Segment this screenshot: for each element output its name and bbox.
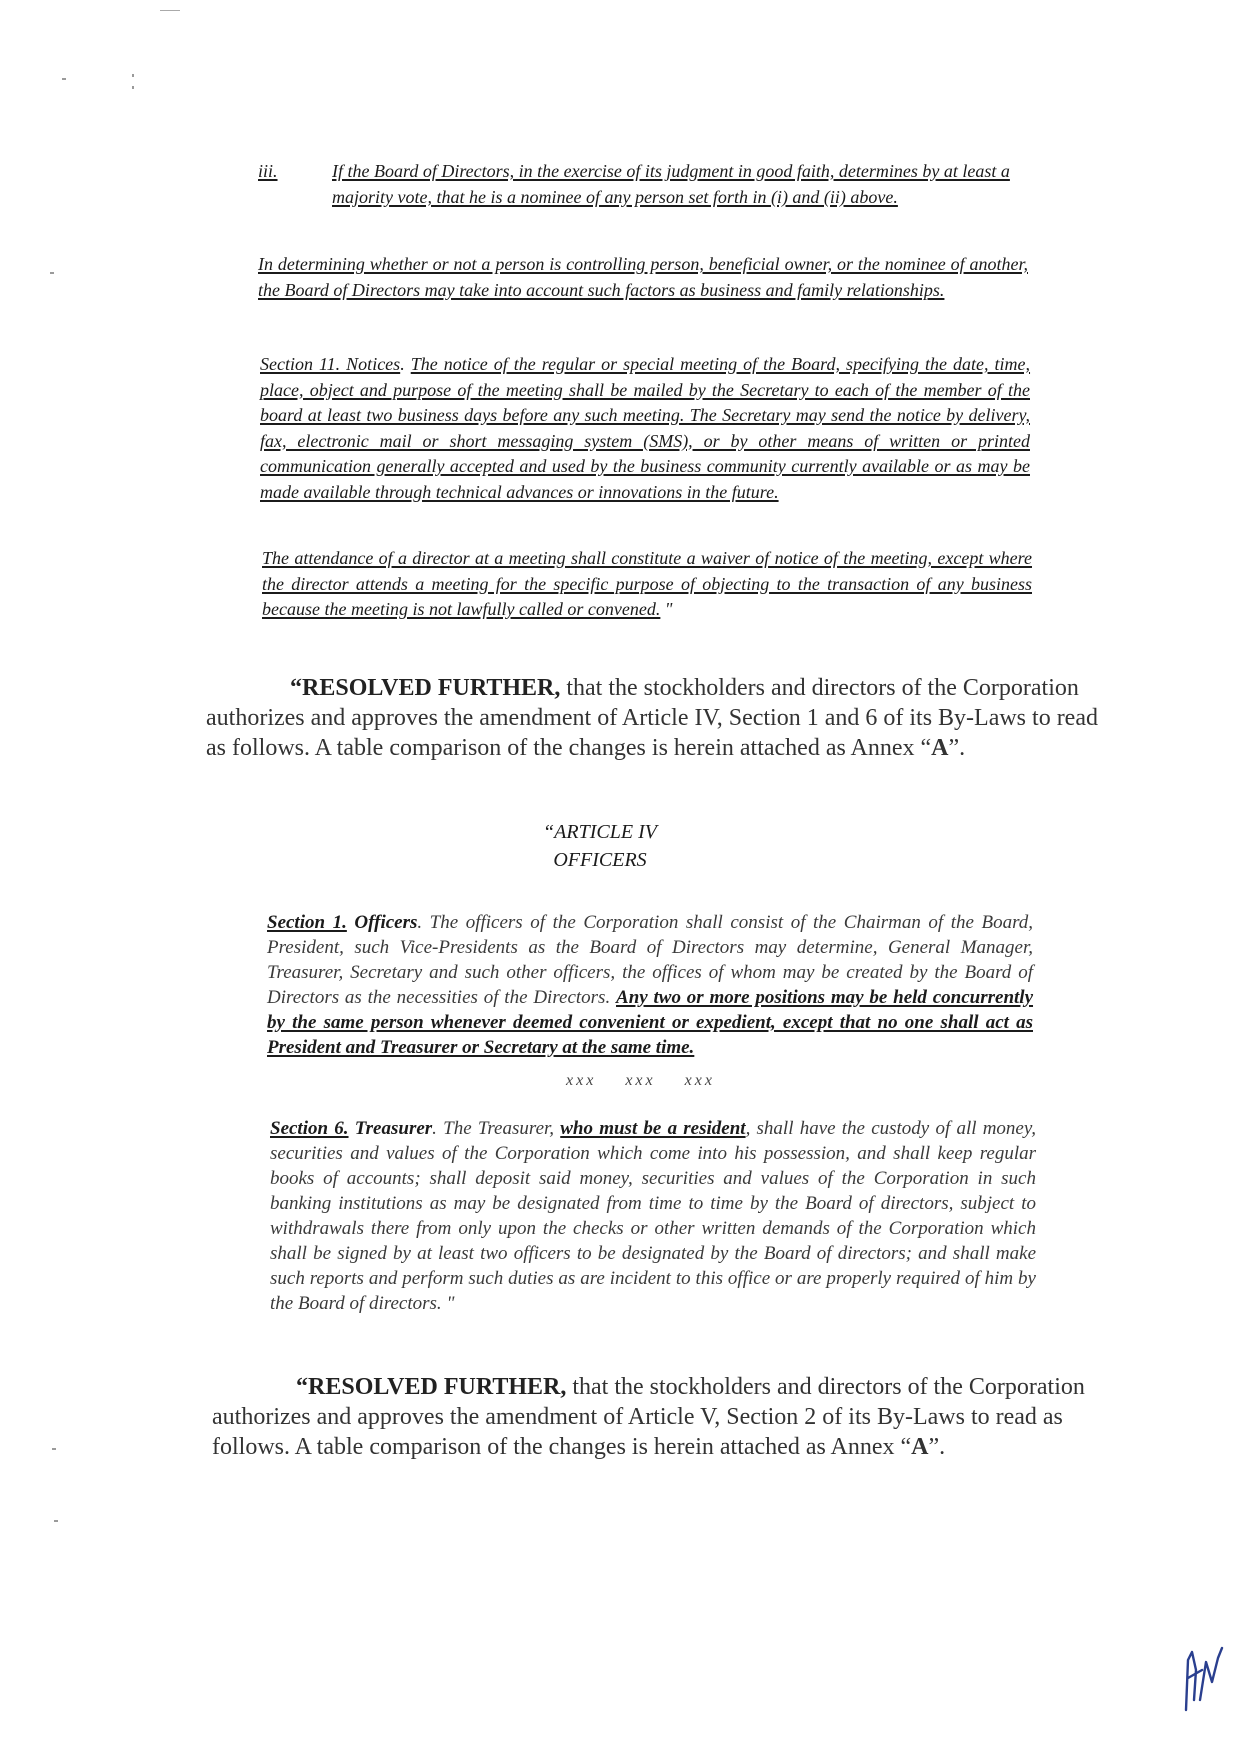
handwritten-initials <box>1180 1640 1230 1720</box>
omission-mark: xxx <box>566 1072 597 1089</box>
attendance-close-quote: " <box>660 599 673 619</box>
section-6-text-1: . The Treasurer, <box>432 1118 561 1139</box>
resolved-text: that the stockholders and directors of the Corporation authorizes and approves the amendment of Article V, Section 2 of its By-Laws to read as follows. A table comparison of the changes is herein attached as Annex “ <box>212 1374 1085 1460</box>
paragraph-determining: In determining whether or not a person is controlling person, beneficial owner, or the nominee of another, the Board of Directors may take into account such factors as business and family relationships. <box>258 254 1028 300</box>
omission-mark: xxx <box>625 1072 656 1089</box>
scan-speck <box>52 1448 56 1450</box>
section-6-close-quote: " <box>441 1293 455 1314</box>
article-title: “ARTICLE IV <box>543 821 657 843</box>
section-11-notices: Section 11. Notices. The notice of the regular or special meeting of the Board, specifying the date, time, place, object and purpose of the meeting shall be mailed by the Secretary to each of the member of the board at least two business days before any such meeting. The Secretary may send the notice by delivery, fax, electronic mail or short messaging system (SMS), or by other means of written or printed communication generally accepted and used by the business community currently available or as may be made available through technical advances or innovations in the future. <box>260 354 1031 502</box>
resolved-end: ”. <box>928 1434 946 1460</box>
resolved-end: ”. <box>948 735 966 761</box>
list-item-text: If the Board of Directors, in the exercise of its judgment in good faith, determines by at least a majority vote, that he is a nominee of any person set forth in (i) and (ii) above. <box>332 161 1010 207</box>
section-11-heading: Section 11. Notices <box>260 354 401 374</box>
section-1-amendment: Any two or more positions may be held concurrently by the same person whenever deemed convenient or expedient, except that no one shall act as President and Treasurer or Secretary at the same time. <box>267 987 1034 1058</box>
section-6-label: Section 6. <box>270 1118 349 1139</box>
resolved-text: that the stockholders and directors of the Corporation authorizes and approves the amendment of Article IV, Section 1 and 6 of its By-Laws to read as follows. A table comparison of the changes is herein attached as Annex “ <box>206 675 1098 761</box>
resolved-further-article-v <box>212 1372 1112 1462</box>
scan-mark <box>160 10 180 11</box>
annex-letter: A <box>931 735 949 761</box>
section-1-officers <box>267 910 1033 1060</box>
section-6-amendment: who must be a resident <box>560 1118 746 1139</box>
omission-mark: xxx <box>684 1072 715 1089</box>
list-item-number: iii. <box>258 161 278 181</box>
section-6-treasurer <box>270 1116 1036 1316</box>
omission-marks <box>566 1072 737 1090</box>
section-6-text-2: , shall have the custody of all money, securities and values of the Corporation which come into his possession, and shall keep regular books of accounts; shall deposit said money, securities and values of the Corporation in such banking institutions as may be designated from time to time by the Board of directors, subject to withdrawals there from only upon the checks or other written demands of the Corporation which shall be signed by at least two officers to be designated by the Board of directors; and shall make such reports and perform such duties as are incident to this office or are properly required of him by the Board of directors. <box>270 1118 1036 1314</box>
section-11-text: The notice of the regular or special meeting of the Board, specifying the date, time, place, object and purpose of the meeting shall be mailed by the Secretary to each of the member of the board at least two business days before any such meeting. The Secretary may send the notice by delivery, fax, electronic mail or short messaging system (SMS), or by other means of written or printed communication generally accepted and used by the business community currently available or as may be made available through technical advances or innovations in the future. <box>260 354 1031 502</box>
scan-speck <box>50 272 54 274</box>
resolved-further-article-iv <box>206 673 1106 763</box>
paragraph-attendance <box>262 546 1032 623</box>
annex-letter: A <box>911 1434 929 1460</box>
section-1-label: Section 1. <box>267 912 347 933</box>
attendance-text: The attendance of a director at a meeting shall constitute a waiver of notice of the meeting, except where the director attends a meeting for the specific purpose of objecting to the transaction of any business because the meeting is not lawfully called or convened. <box>262 548 1032 619</box>
scan-speck <box>132 86 134 89</box>
article-subtitle: OFFICERS <box>553 849 647 871</box>
resolved-lead: “RESOLVED FURTHER, <box>296 1374 567 1400</box>
scan-speck <box>132 74 134 77</box>
scan-speck <box>54 1520 58 1522</box>
section-6-title: Treasurer <box>354 1118 433 1139</box>
section-1-text: . The officers of the Corporation shall consist of the Chairman of the Board, President, such Vice-Presidents as the Board of Directors may determine, General Manager, Treasurer, Secretary and such other officers, the offices of whom may be created by the Board of Directors as the necessities of the Directors. <box>267 912 1034 1008</box>
section-1-title: Officers <box>354 912 418 933</box>
article-heading <box>480 818 720 874</box>
scan-speck <box>62 78 66 80</box>
resolved-lead: “RESOLVED FURTHER, <box>290 675 561 701</box>
